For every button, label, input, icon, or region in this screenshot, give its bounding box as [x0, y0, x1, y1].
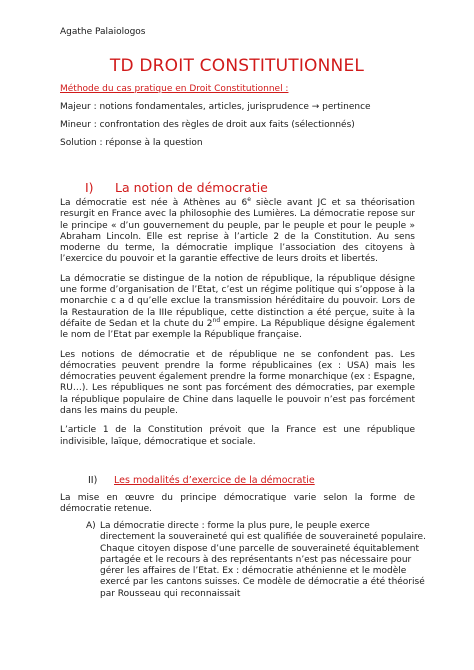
section-1-paragraph-2 [60, 274, 415, 342]
method-majeur: Majeur : notions fondamentales, articles, jurisprudence → pertinence [60, 102, 371, 112]
p2-superscript: nd [212, 316, 221, 324]
p1-text-a: La démocratie est née à Athènes au 6 [60, 198, 248, 208]
method-mineur: Mineur : confrontation des règles de droit aux faits (sélectionnés) [60, 120, 355, 130]
section-2-intro-text: La mise en œuvre du principe démocratique varie selon la forme de démocratie retenue. [60, 493, 415, 515]
section-1-paragraph-4: L’article 1 de la Constitution prévoit que la France est une république indivisible, laïque, démocratique et sociale. [60, 425, 415, 447]
p2-text-b: empire. La République désigne également le nom de l’Etat par exemple la République française. [60, 318, 415, 341]
p1-text-b: siècle avant JC et sa théorisation resurgit en France avec la philosophie des Lumières. La démocratie repose sur le principe « d’un gouvernement du peuple, par le peuple et pour le peuple » Abraham Lincoln. Elle est reprise à l’article 2 de la Constitution. Au sens moderne du terme, la démocratie implique l’association des citoyens à l’exercice du pouvoir et la garantie effective de leurs droits et libertés. [60, 198, 415, 265]
section-1-paragraph-3: Les notions de démocratie et de république ne se confondent pas. Les démocraties peuvent prendre la forme républicaines (ex : USA) mais les démocraties peuvent également prendre la forme monarchique (ex : Espagne, RU…). Les républiques ne sont pas forcément des démocraties, par exemple la république populaire de Chine dans laquelle le pouvoir n’est pas forcément dans les mains du peuple. [60, 349, 415, 417]
section-1-body [60, 198, 415, 456]
author-name: Agathe Palaiologos [60, 27, 146, 37]
section-2-intro [60, 493, 415, 524]
list-item-a-text: La démocratie directe : forme la plus pure, le peuple exerce directement la souveraineté qui est qualifiée de souveraineté populaire. Chaque citoyen dispose d’une parcelle de souveraineté équitablement partagée et le recours à des représentants n’est pas nécessaire pour gérer les affaires de l’Etat. Ex : démocratie athénienne et le modèle exercé par les cantons suisses. Ce modèle de démocratie a été théorisé par Rousseau qui reconnaissait [100, 521, 426, 599]
section-1-number: I) [85, 180, 94, 195]
document-title: TD DROIT CONSTITUTIONNEL [109, 56, 365, 76]
list-item-a [86, 521, 426, 600]
method-title: Méthode du cas pratique en Droit Constitutionnel : [60, 84, 289, 94]
p2-text-a: La démocratie se distingue de la notion de république, la république désigne une forme d’organisation de l’Etat, c’est un régime politique qui s’oppose à la monarchie c a d qu’elle exclue la transmission héréditaire du pouvoir. Lors de la Restauration de la IIIe république, cette distinction a été perçue, suite à la défaite de Sedan et la chute du 2 [60, 273, 415, 329]
section-1-heading [85, 180, 268, 195]
section-2-title: Les modalités d’exercice de la démocratie [114, 475, 315, 486]
section-2-number: II) [88, 475, 98, 486]
method-block [60, 85, 440, 157]
p1-superscript: e [247, 196, 251, 203]
section-1-title: La notion de démocratie [115, 180, 268, 195]
section-2-heading [88, 475, 315, 486]
section-1-paragraph-1 [60, 198, 415, 266]
method-solution: Solution : réponse à la question [60, 138, 203, 148]
list-item-a-marker: A) [86, 521, 96, 531]
